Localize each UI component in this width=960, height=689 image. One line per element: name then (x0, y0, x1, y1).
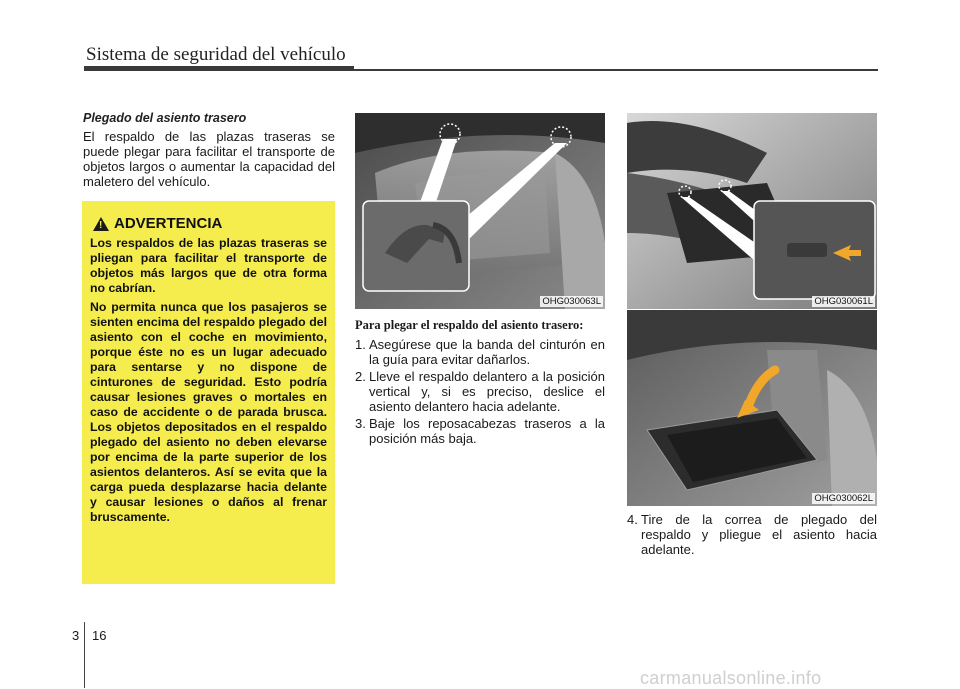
step-number: 4. (627, 512, 638, 527)
figure-code-3: OHG030062L (814, 493, 873, 504)
step-text: Lleve el respaldo delantero a la posición vertical y, si es preciso, deslice el asiento delantero hacia adelante. (369, 369, 605, 414)
header-rule-thick (84, 66, 354, 71)
procedure-step (355, 369, 605, 414)
page-title: Sistema de seguridad del vehículo (86, 44, 346, 65)
page-number: 16 (92, 628, 107, 643)
warning-box (82, 201, 335, 584)
watermark: carmanualsonline.info (640, 668, 822, 688)
trunk-illustration (627, 113, 877, 309)
footer-divider (84, 622, 85, 688)
step-text: Baje los reposacabezas traseros a la posición más baja. (369, 416, 605, 446)
section-intro: El respaldo de las plazas traseras se puede plegar para facilitar el transporte de objetos largos o aumentar la capacidad del maletero del vehículo. (83, 129, 335, 189)
step-number: 3. (355, 416, 366, 431)
step-text: Tire de la correa de plegado del respaldo y pliegue el asiento hacia adelante. (641, 512, 877, 557)
figure-fold-seat (627, 310, 877, 506)
section-number: 3 (72, 628, 80, 643)
warning-paragraph-2: No permita nunca que los pasajeros se sienten encima del respaldo plegado del asiento con el coche en movimiento, porque éste no es un lugar adecuado para sentarse y no dispone de cinturones de seguridad. Esto podría causar lesiones graves o mortales en caso de accidente o de parada brusca. Los objetos depositados en el respaldo plegado del asiento no deben elevarse por encima de la parte superior de los asientos delanteros. Así se evita que la carga pueda desplazarse hacia delante y causar lesiones o daños al frenar bruscamente. (90, 300, 327, 524)
procedure-step (355, 416, 605, 446)
procedure-heading: Para plegar el respaldo del asiento trasero: (355, 318, 584, 332)
header-rule-thin (354, 69, 878, 71)
warning-triangle-icon: ! (93, 217, 109, 231)
step-text: Asegúrese que la banda del cinturón en la guía para evitar dañarlos. (369, 337, 605, 367)
procedure-steps-continued (627, 512, 877, 557)
procedure-column-continued (627, 512, 877, 559)
rear-seat-illustration (355, 113, 605, 309)
procedure-column (355, 318, 605, 448)
figure-rear-seat-belt-guide (355, 113, 605, 309)
figure-code-1: OHG030063L (542, 296, 601, 307)
warning-header (93, 215, 327, 232)
figure-trunk-release (627, 113, 877, 309)
figure-code-2: OHG030061L (814, 296, 873, 307)
folded-seat-illustration (627, 310, 877, 506)
warning-paragraph-1: Los respaldos de las plazas traseras se pliegan para facilitar el transporte de objetos más largos que de otra forma no cabrían. (90, 236, 327, 295)
procedure-step (355, 337, 605, 367)
warning-title: ADVERTENCIA (114, 215, 223, 232)
step-number: 2. (355, 369, 366, 384)
procedure-step (627, 512, 877, 557)
step-number: 1. (355, 337, 366, 352)
section-subheading: Plegado del asiento trasero (83, 111, 247, 125)
procedure-steps (355, 337, 605, 446)
intro-column (83, 111, 335, 189)
